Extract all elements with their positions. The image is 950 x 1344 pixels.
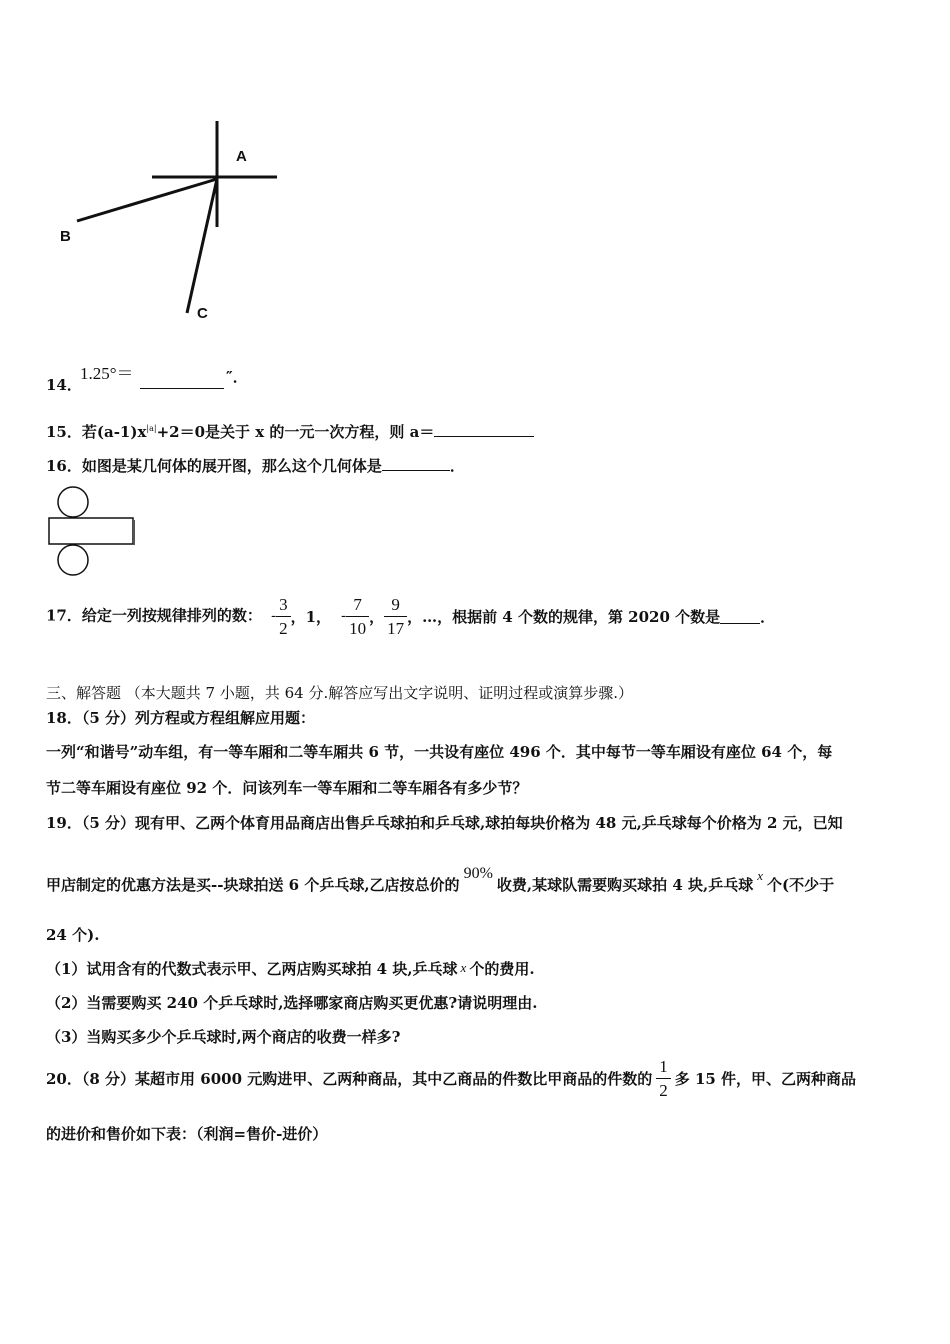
q14-blank xyxy=(140,372,224,389)
q19-line2-pre: 甲店制定的优惠方法是买--块球拍送 6 个乒乓球,乙店按总价的 xyxy=(46,876,460,894)
q19-sub2: （2）当需要购买 240 个乒乓球时,选择哪家商店购买更优惠?请说明理由. xyxy=(46,994,538,1012)
q20-fraction xyxy=(656,1058,671,1099)
q20-frac-num: 1 xyxy=(656,1058,671,1079)
q16-end: ． xyxy=(449,457,465,475)
q16-blank xyxy=(382,470,450,471)
q17-fraction-3 xyxy=(384,596,407,637)
q18-line1: 一列“和谐号”动车组，有一等车厢和二等车厢共 6 节，一共设有座位 496 个．其中每节一等车厢设有座位 64 个，每 xyxy=(46,743,833,761)
q17-sep2: ， xyxy=(369,608,385,626)
label-a: A xyxy=(236,148,247,165)
q17-sep1: ，1， xyxy=(290,608,332,626)
q19-line3: 24 个). xyxy=(46,926,100,944)
q20-line1 xyxy=(46,1058,856,1099)
side-rectangle xyxy=(49,518,133,544)
q17-f1-num: 3 xyxy=(276,596,291,617)
ray-ab xyxy=(77,179,217,221)
ray-ac xyxy=(187,179,217,313)
q18-title: 18．（5 分）列方程或方程组解应用题： xyxy=(46,709,316,727)
label-b: B xyxy=(60,228,71,245)
q15-text-pre: 15．若(a-1)x xyxy=(46,423,147,441)
q14-expression: 1.25°＝ xyxy=(80,364,134,383)
q17-f2-num: 7 xyxy=(346,596,369,617)
q15-line xyxy=(46,421,534,442)
q17-f3-den: 17 xyxy=(387,619,405,638)
q17-f2-den: 10 xyxy=(349,619,367,638)
q17-line xyxy=(46,596,775,637)
label-c: C xyxy=(197,305,208,322)
q19-line2-post: 个(不少于 xyxy=(767,876,835,894)
cylinder-net-figure xyxy=(44,484,139,579)
q16-line xyxy=(46,455,465,476)
q17-blank xyxy=(720,609,760,624)
q18-line2: 节二等车厢设有座位 92 个．问该列车一等车厢和二等车厢各有多少节？ xyxy=(46,779,528,797)
q19-sub1 xyxy=(46,958,535,979)
q17-neg2: - xyxy=(341,608,347,624)
q20-frac-den: 2 xyxy=(659,1081,668,1100)
q17-fraction-1 xyxy=(276,596,291,637)
q19-sub1-post: 个的费用. xyxy=(469,960,535,978)
bottom-circle xyxy=(58,545,88,575)
q19-sub1-pre: （1）试用含有的代数式表示甲、乙两店购买球拍 4 块,乒乓球 xyxy=(46,960,458,978)
q17-f1-den: 2 xyxy=(279,619,288,638)
q17-fraction-2 xyxy=(346,596,369,637)
q19-line2 xyxy=(46,865,835,895)
q20-line2: 的进价和售价如下表：（利润=售价-进价） xyxy=(46,1125,328,1143)
q19-line1: 19．（5 分）现有甲、乙两个体育用品商店出售乒乓球拍和乒乓球,球拍每块价格为 48 元,乒乓球每个价格为 2 元，已知 xyxy=(46,814,843,832)
q19-sub3: （3）当购买多少个乒乓球时,两个商店的收费一样多? xyxy=(46,1028,401,1046)
q15-exponent: |a| xyxy=(146,424,157,433)
q16-text: 16．如图是某几何体的展开图，那么这个几何体是 xyxy=(46,457,382,475)
rectangle-shadow xyxy=(133,520,135,545)
q14-number: 14． xyxy=(46,376,82,394)
q19-percent: 90% xyxy=(463,865,493,882)
section3-heading: 三、解答题 （本大题共 7 小题，共 64 分.解答应写出文字说明、证明过程或演算步骤.） xyxy=(46,684,634,702)
q17-text-pre: 17．给定一列按规律排列的数： xyxy=(46,606,262,625)
q19-sub1-var: x xyxy=(460,960,467,975)
q20-line1-pre: 20．（8 分）某超市用 6000 元购进甲、乙两种商品，其中乙商品的件数比甲商品的件数的 xyxy=(46,1070,653,1088)
q17-f3-num: 9 xyxy=(384,596,407,617)
q14-suffix: ″． xyxy=(226,368,248,386)
q17-text-post: ，…，根据前 4 个数的规律，第 2020 个数是 xyxy=(407,608,721,626)
q15-blank xyxy=(434,436,534,437)
q17-end: ． xyxy=(760,608,776,626)
angle-figure xyxy=(50,115,300,330)
q17-neg1: - xyxy=(271,608,277,624)
q15-text-post: +2＝0是关于 x 的一元一次方程，则 a＝ xyxy=(156,423,435,441)
q20-line1-post: 多 15 件，甲、乙两种商品 xyxy=(674,1070,857,1088)
q19-line2-mid: 收费,某球队需要购买球拍 4 块,乒乓球 xyxy=(496,876,754,894)
q19-var-x: x xyxy=(757,868,763,883)
top-circle xyxy=(58,487,88,517)
